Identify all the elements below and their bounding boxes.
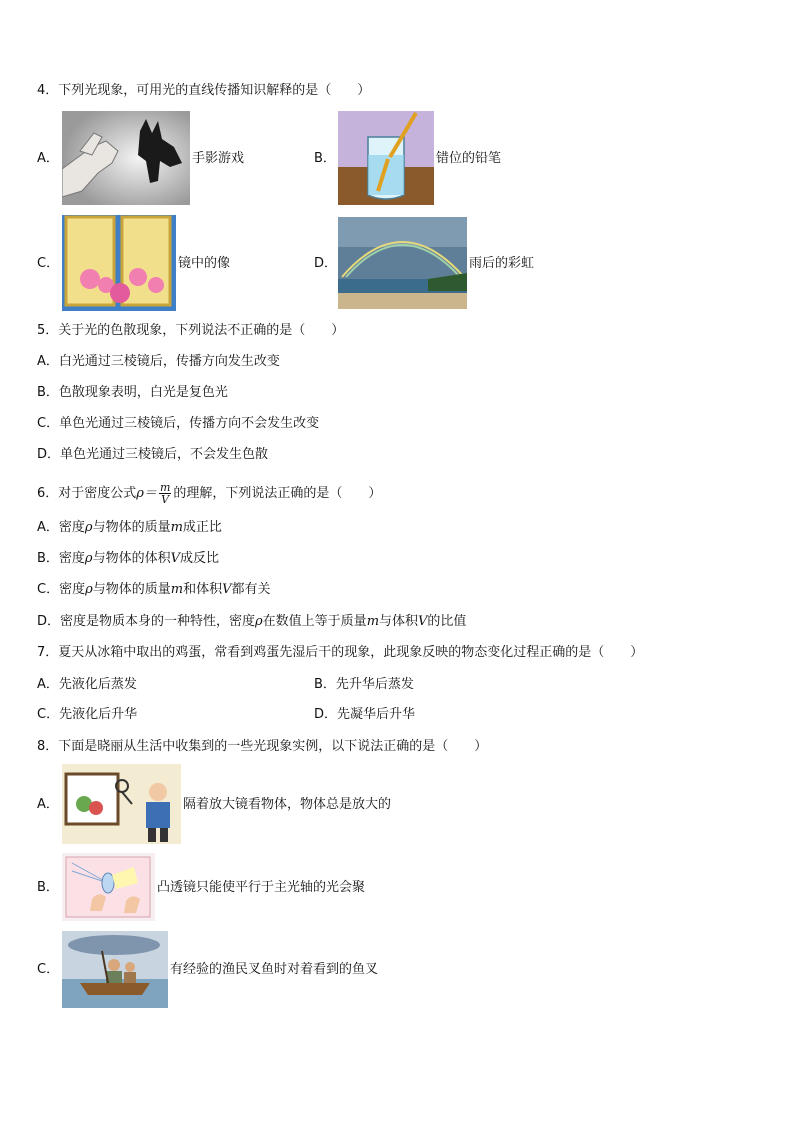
q4-stem: 4．下列光现象，可用光的直线传播知识解释的是（ ） [37, 83, 371, 98]
q6-d-text-2: 在数值上等于质量 [262, 614, 367, 629]
q6-b-var-2: V [170, 551, 180, 566]
formula-denominator: V [161, 493, 170, 506]
q6-c-text-1: C．密度 [37, 582, 86, 597]
fisherman-boat-image [62, 931, 168, 1008]
q4-option-d-letter: D． [314, 256, 338, 271]
q4-option-c-caption: 镜中的像 [178, 256, 231, 271]
q6-d-var-1: ρ [255, 614, 263, 629]
q6-stem-prefix: 6．对于密度公式 [37, 486, 137, 501]
q6-option-d [37, 613, 466, 631]
magnifier-boy-image [62, 764, 181, 844]
q8-option-c-caption: 有经验的渔民叉鱼时对着看到的鱼叉 [170, 962, 379, 977]
q7-option-a: A．先液化后蒸发 [37, 677, 137, 692]
q5-option-b: B．色散现象表明，白光是复色光 [37, 385, 228, 400]
q6-c-text-4: 都有关 [231, 582, 271, 597]
q6-a-var-2: m [170, 520, 183, 535]
q4-option-c-letter: C． [37, 256, 60, 271]
q4-option-b-letter: B． [314, 151, 336, 166]
q6-option-c [37, 581, 271, 599]
q6-d-var-2: m [366, 614, 380, 629]
q4-option-d-caption: 雨后的彩虹 [469, 256, 535, 271]
q6-stem [37, 482, 381, 505]
q6-c-text-3: 和体积 [183, 582, 223, 597]
q6-stem-suffix: 的理解，下列说法正确的是（ ） [173, 486, 382, 501]
q6-d-text-1: D．密度是物质本身的一种特性，密度 [37, 614, 256, 629]
hand-shadow-image [62, 111, 190, 205]
q6-c-var-2: m [170, 582, 184, 597]
q6-option-a [37, 519, 222, 537]
q6-a-var-1: ρ [84, 520, 93, 535]
q6-c-var-3: V [222, 582, 232, 597]
q6-c-var-1: ρ [85, 582, 93, 597]
q6-a-text-3: 成正比 [182, 520, 222, 535]
q6-b-text-1: B．密度 [37, 551, 85, 566]
mirror-image-photo [62, 215, 176, 311]
q5-stem: 5．关于光的色散现象，下列说法不正确的是（ ） [37, 323, 345, 338]
q6-b-text-3: 成反比 [179, 551, 219, 566]
rainbow-photo [338, 217, 467, 309]
q8-option-b-letter: B． [37, 880, 59, 895]
density-formula-lhs: ρ＝ [136, 486, 157, 501]
q6-d-var-3: V [418, 614, 428, 629]
q4-option-a-letter: A． [37, 151, 59, 166]
formula-numerator: m [159, 481, 171, 494]
q4-option-b-caption: 错位的铅笔 [436, 151, 502, 166]
q7-option-c: C．先液化后升华 [37, 707, 138, 722]
q6-a-text-2: 与物体的质量 [92, 520, 171, 535]
q5-option-c: C．单色光通过三棱镜后，传播方向不会发生改变 [37, 416, 320, 431]
q6-b-text-2: 与物体的体积 [92, 551, 171, 566]
q6-b-var-1: ρ [84, 551, 93, 566]
q8-option-c-letter: C． [37, 962, 60, 977]
density-formula-fraction [159, 482, 171, 505]
q4-option-a-caption: 手影游戏 [192, 151, 245, 166]
q6-d-text-4: 的比值 [427, 614, 467, 629]
q7-option-b: B．先升华后蒸发 [314, 677, 414, 692]
q7-stem: 7．夏天从冰箱中取出的鸡蛋，常看到鸡蛋先湿后干的现象，此现象反映的物态变化过程正确的是（ ） [37, 645, 644, 660]
q6-d-text-3: 与体积 [379, 614, 419, 629]
q6-c-text-2: 与物体的质量 [92, 582, 171, 597]
q6-option-b [37, 550, 219, 568]
q7-option-d: D．先凝华后升华 [314, 707, 416, 722]
q6-a-text-1: A．密度 [37, 520, 85, 535]
q5-option-a: A．白光通过三棱镜后，传播方向发生改变 [37, 354, 280, 369]
convex-lens-image [62, 853, 155, 921]
q8-option-a-letter: A． [37, 797, 59, 812]
q5-option-d: D．单色光通过三棱镜后，不会发生色散 [37, 447, 269, 462]
q8-option-a-caption: 隔着放大镜看物体，物体总是放大的 [183, 797, 392, 812]
q8-stem: 8．下面是晓丽从生活中收集到的一些光现象实例，以下说法正确的是（ ） [37, 739, 488, 754]
pencil-in-water-image [338, 111, 434, 205]
q8-option-b-caption: 凸透镜只能使平行于主光轴的光会聚 [157, 880, 366, 895]
